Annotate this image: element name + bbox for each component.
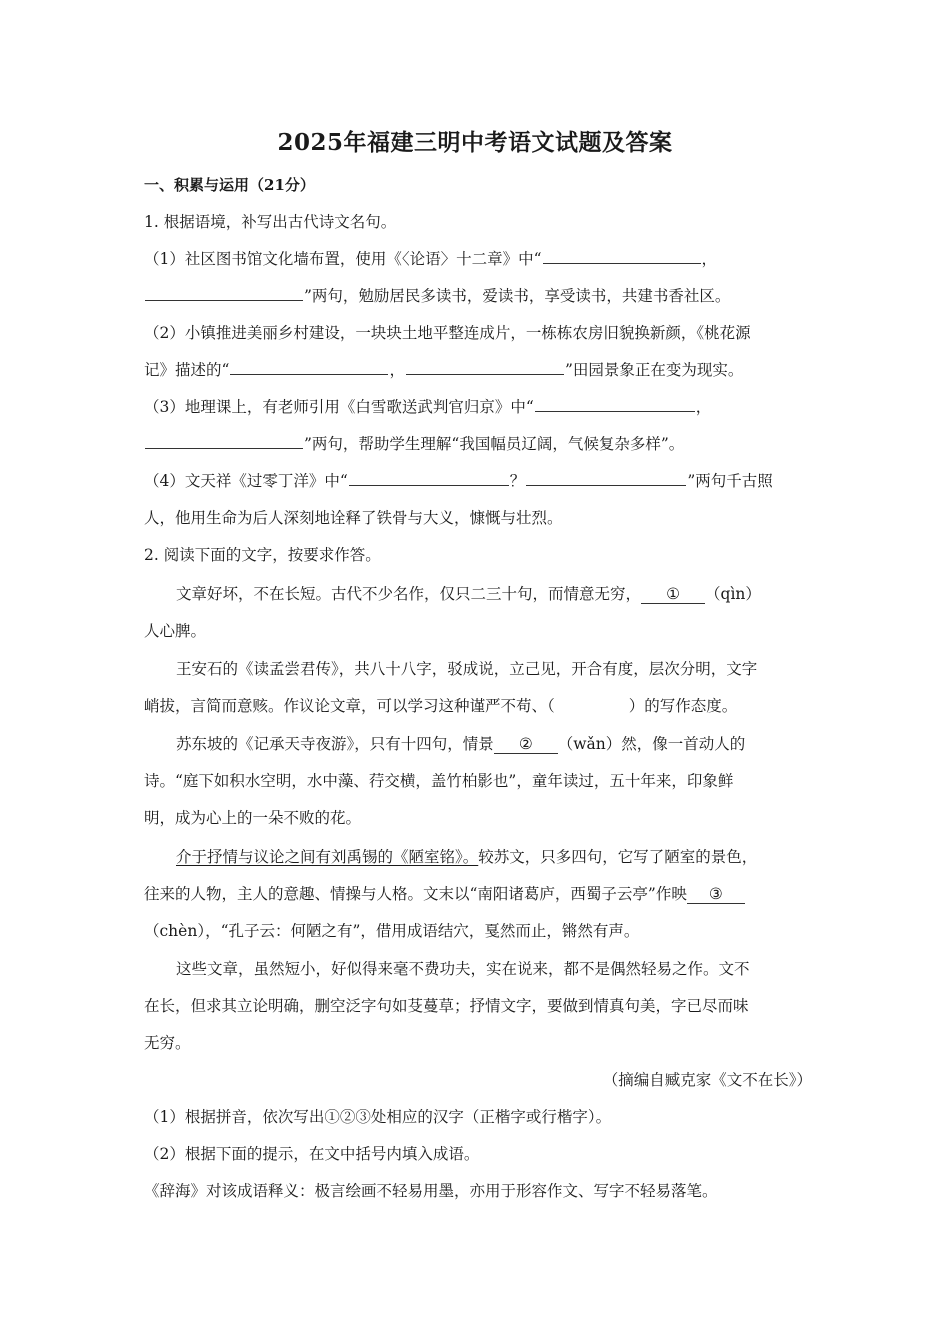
answer-blank[interactable] xyxy=(406,359,564,375)
underlined-sentence: 介于抒情与议论之间有刘禹锡的《陋室铭》。 xyxy=(176,848,479,866)
passage-para-2-line-2: 峭拔，言简而意赅。作议论文章，可以学习这种谨严不苟、（ ）的写作态度。 xyxy=(144,697,738,715)
passage-para-5-line-3: 无穷。 xyxy=(144,1034,191,1052)
q1-item-1-line-2: ”两句，勉励居民多读书，爱读书，享受读书，共建书香社区。 xyxy=(144,285,812,307)
q1-item-4-line-2: 人，他用生命为后人深刻地诠释了铁骨与大义，慷慨与壮烈。 xyxy=(144,509,563,527)
q1-item-2-line-2: 记》描述的“ ， ”田园景象正在变为现实。 xyxy=(144,361,744,379)
passage-para-1-line-2: 人心脾。 xyxy=(144,622,207,640)
answer-blank[interactable] xyxy=(349,470,509,486)
q2-subquestion-1: （1）根据拼音，依次写出①②③处相应的汉字（正楷字或行楷字）。 xyxy=(144,1108,612,1126)
q1-item-3-line-1: （3）地理课上，有老师引用《白雪歌送武判官归京》中“ ， xyxy=(144,398,712,416)
passage-para-2-line-1: 王安石的《读孟尝君传》，共八十八字，驳成说，立己见，开合有度，层次分明，文字 xyxy=(176,660,758,678)
document-title: 2025年福建三明中考语文试题及答案 xyxy=(277,129,673,156)
q2-subquestion-2: （2）根据下面的提示，在文中括号内填入成语。 xyxy=(144,1145,480,1163)
passage-para-3-line-1: 苏东坡的《记承天寺夜游》，只有十四句，情景 ② （wǎn）然，像一首动人的 xyxy=(176,735,746,753)
blank-mark-2[interactable]: ② xyxy=(494,735,558,754)
passage-para-4-line-3: （chèn），“孔子云：何陋之有”，借用成语结穴，戛然而止，锵然有声。 xyxy=(144,922,640,940)
q1-item-1-line-1: （1）社区图书馆文化墙布置，使用《〈论语〉十二章》中“ ， xyxy=(144,250,718,268)
passage-para-1-line-1: 文章好坏，不在长短。古代不少名作，仅只二三十句，而情意无穷， ① （qìn） xyxy=(176,585,761,603)
passage-para-5-line-2: 在长，但求其立论明确，删空泛字句如芟蔓草；抒情文字，要做到情真句美，字已尽而味 xyxy=(144,997,749,1015)
answer-blank[interactable] xyxy=(145,433,303,449)
passage-para-4-line-2: 往来的人物，主人的意趣、情操与人格。文末以“南阳诸葛庐，西蜀子云亭”作映 ③ xyxy=(144,883,812,905)
passage-para-4-line-1: 介于抒情与议论之间有刘禹锡的《陋室铭》。较苏文，只多四句，它写了陋室的景色， xyxy=(176,848,758,866)
answer-blank[interactable] xyxy=(145,285,303,301)
passage-para-3-line-2: 诗。“庭下如积水空明，水中藻、荇交横，盖竹柏影也”，童年读过，五十年来，印象鲜 xyxy=(144,772,734,790)
answer-blank[interactable] xyxy=(543,248,701,264)
answer-blank[interactable] xyxy=(230,359,388,375)
q2-hint: 《辞海》对该成语释义：极言绘画不轻易用墨，亦用于形容作文、写字不轻易落笔。 xyxy=(144,1182,718,1200)
question-1-stem: 1. 根据语境，补写出古代诗文名句。 xyxy=(144,213,397,231)
section-heading: 一、积累与运用（21分） xyxy=(144,176,315,194)
passage-source: （摘编自臧克家《文不在长》） xyxy=(602,1071,812,1089)
q1-item-2-line-1: （2）小镇推进美丽乡村建设，一块块土地平整连成片，一栋栋农房旧貌换新颜，《桃花源 xyxy=(144,324,751,342)
q1-item-3-line-2: ”两句，帮助学生理解“我国幅员辽阔，气候复杂多样”。 xyxy=(144,433,812,455)
question-2-stem: 2. 阅读下面的文字，按要求作答。 xyxy=(144,546,381,564)
passage-para-3-line-3: 明，成为心上的一朵不败的花。 xyxy=(144,809,362,827)
answer-blank[interactable] xyxy=(535,396,695,412)
q1-item-4-line-1: （4）文天祥《过零丁洋》中“ ？ ”两句千古照 xyxy=(144,472,773,490)
blank-mark-3[interactable]: ③ xyxy=(687,885,745,904)
passage-para-5-line-1: 这些文章，虽然短小，好似得来毫不费功夫，实在说来，都不是偶然轻易之作。文不 xyxy=(176,960,750,978)
blank-mark-1[interactable]: ① xyxy=(641,585,705,604)
answer-blank[interactable] xyxy=(526,470,686,486)
